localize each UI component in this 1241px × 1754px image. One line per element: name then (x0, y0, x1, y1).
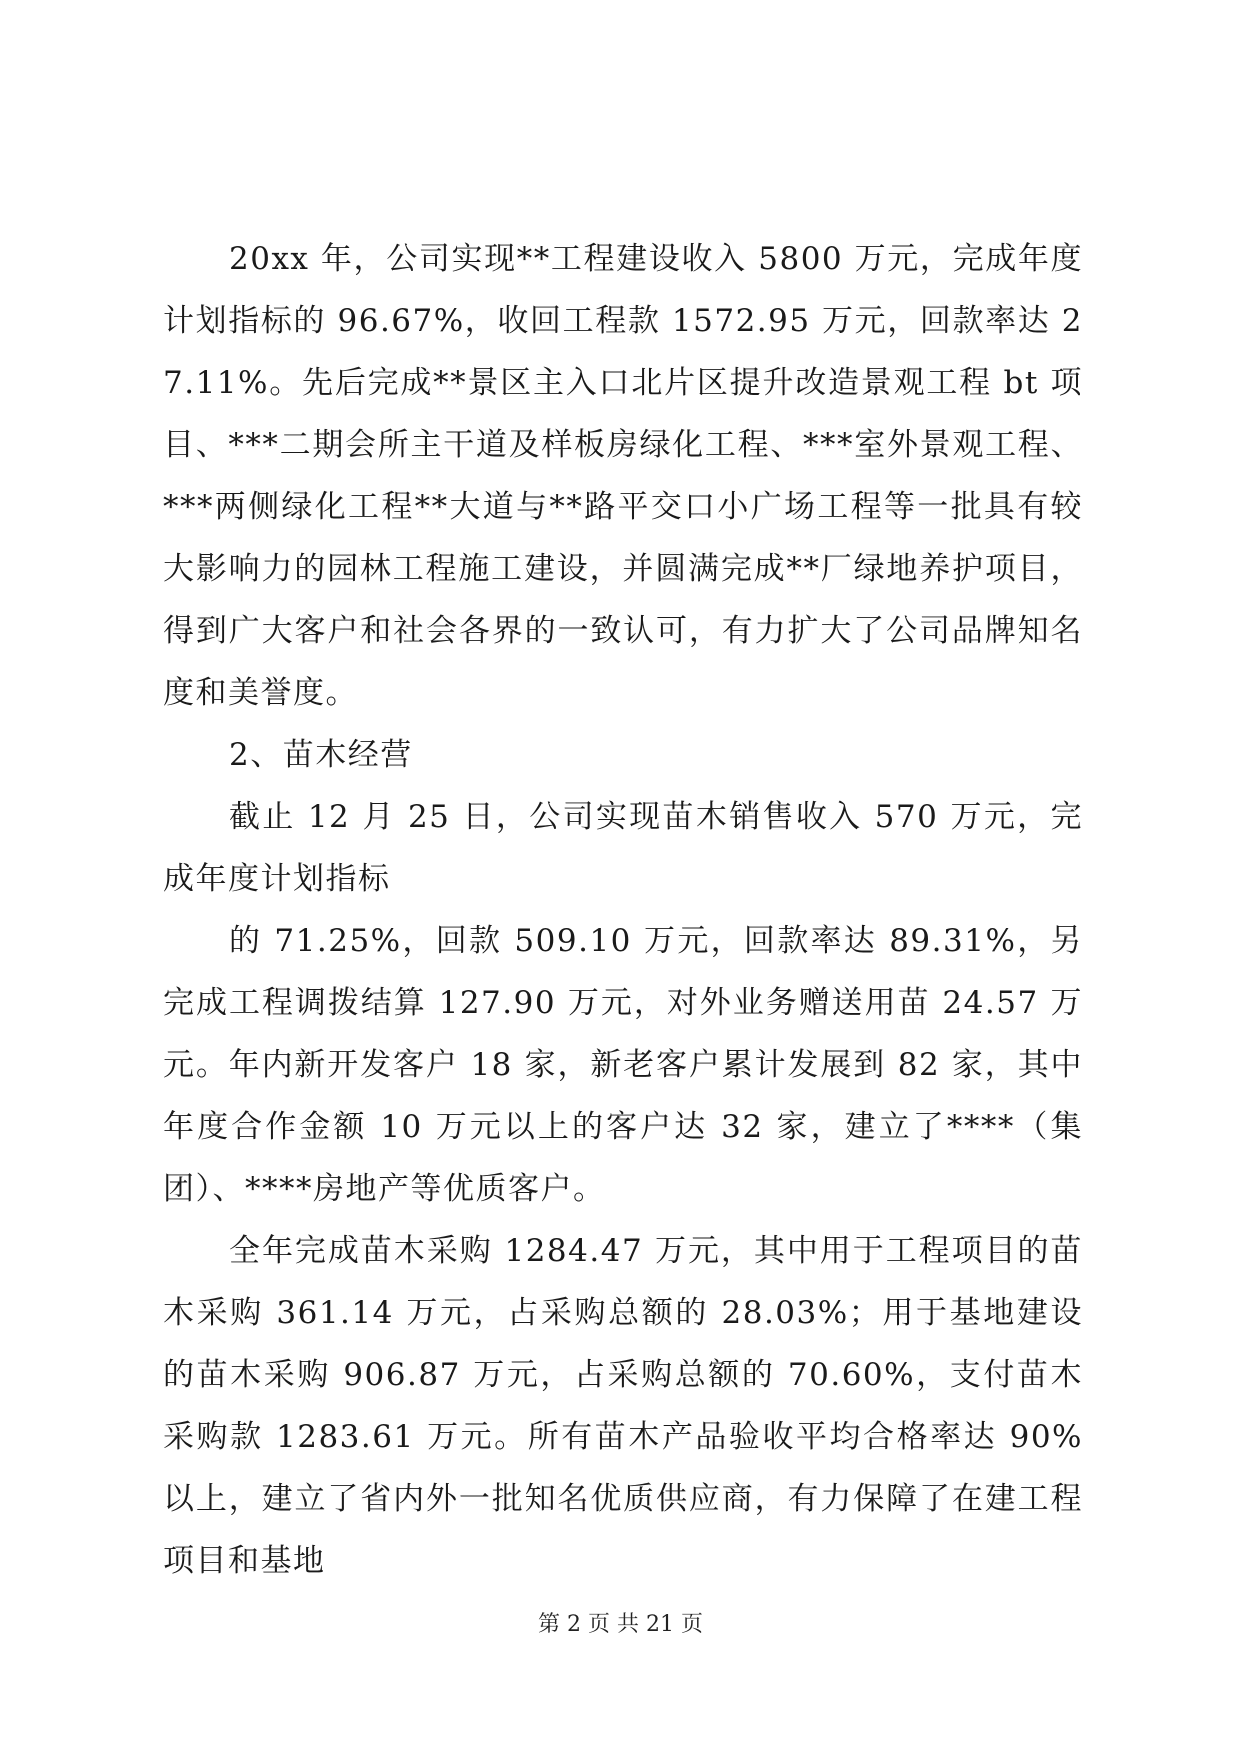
paragraph-nursery-procurement: 全年完成苗木采购 1284.47 万元，其中用于工程项目的苗木采购 361.14 万元，占采购总额的 28.03%；用于基地建设的苗木采购 906.87 万元，占采购总额的 70.60%，支付苗木采购款 1283.61 万元。所有苗木产品验收平均合格率达 90%以上，建立了省内外一批知名优质供应商，有力保障了在建工程项目和基地 (163, 1233, 1083, 1579)
section-heading-nursery: 2、苗木经营 (229, 737, 413, 773)
page-number-footer: 第 2 页 共 21 页 (538, 1612, 703, 1637)
paragraph-nursery-collection: 的 71.25%，回款 509.10 万元，回款率达 89.31%，另完成工程调拨结算 127.90 万元，对外业务赠送用苗 24.57 万元。年内新开发客户 18 家，新老客户累计发展到 82 家，其中年度合作金额 10 万元以上的客户达 32 家，建立了****（集团）、****房地产等优质客户。 (163, 923, 1083, 1207)
paragraph-engineering-revenue: 20xx 年，公司实现**工程建设收入 5800 万元，完成年度计划指标的 96.67%，收回工程款 1572.95 万元，回款率达 27.11%。先后完成**景区主入口北片区提升改造景观工程 bt 项目、***二期会所主干道及样板房绿化工程、***室外景观工程、***两侧绿化工程**大道与**路平交口小广场工程等一批具有较大影响力的园林工程施工建设，并圆满完成**厂绿地养护项目，得到广大客户和社会各界的一致认可，有力扩大了公司品牌知名度和美誉度。 (163, 241, 1083, 711)
paragraph-nursery-sales: 截止 12 月 25 日，公司实现苗木销售收入 570 万元，完成年度计划指标 (163, 799, 1083, 897)
document-body (163, 228, 1083, 1592)
